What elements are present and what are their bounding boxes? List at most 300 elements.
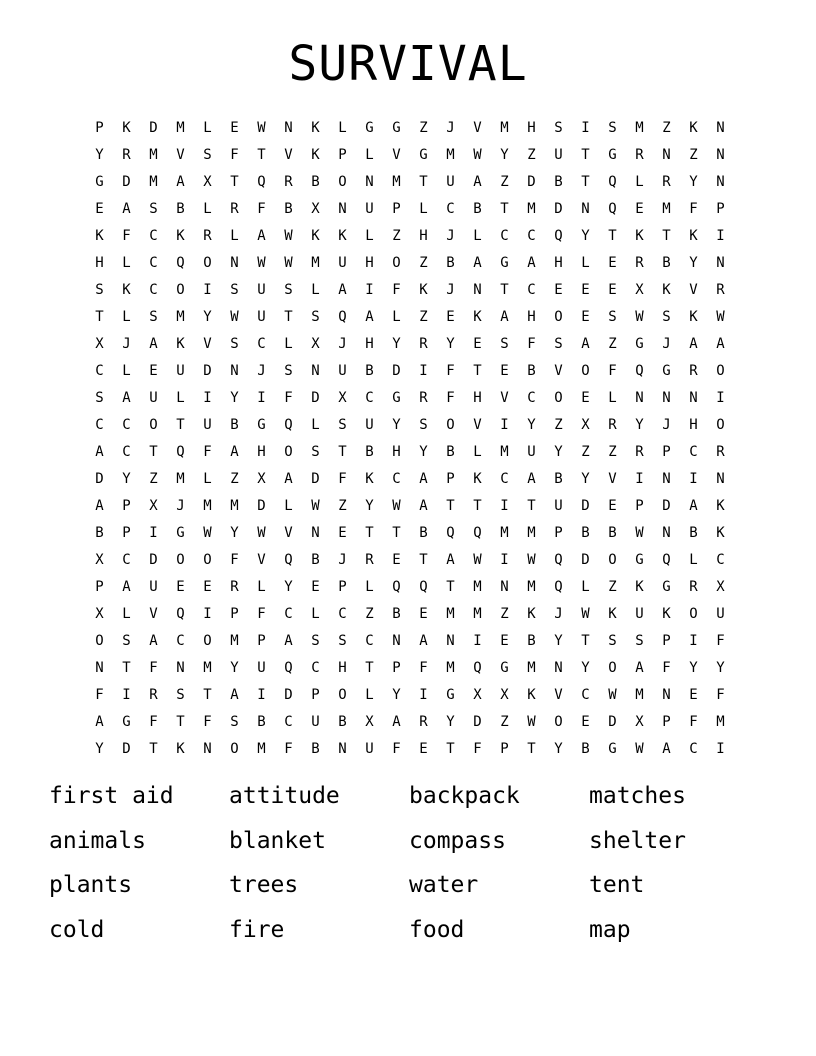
grid-letter: E — [608, 254, 617, 271]
grid-letter: A — [284, 470, 293, 487]
grid-letter: K — [527, 605, 536, 622]
grid-letter: D — [149, 551, 158, 568]
grid-letter: A — [473, 254, 482, 271]
page-title: SURVIVAL — [288, 36, 528, 92]
grid-letter: B — [338, 713, 347, 730]
grid-letter: A — [662, 740, 671, 757]
grid-letter: L — [473, 443, 482, 460]
grid-letter: E — [500, 632, 509, 649]
grid-letter: F — [257, 200, 266, 217]
word-list-item: shelter — [589, 827, 686, 854]
grid-letter: R — [662, 173, 671, 190]
grid-letter: X — [365, 713, 374, 730]
grid-letter: Y — [230, 524, 239, 541]
grid-letter: G — [365, 119, 374, 136]
grid-letter: J — [446, 281, 455, 298]
grid-letter: D — [473, 713, 482, 730]
grid-letter: Y — [716, 659, 725, 676]
grid-letter: C — [149, 254, 158, 271]
grid-letter: I — [635, 470, 644, 487]
grid-row — [86, 303, 734, 330]
grid-letter: K — [176, 335, 185, 352]
grid-letter: R — [689, 362, 698, 379]
grid-letter: Z — [500, 173, 509, 190]
grid-letter: C — [95, 416, 104, 433]
grid-letter: F — [716, 686, 725, 703]
grid-letter: R — [419, 335, 428, 352]
grid-letter: M — [500, 443, 509, 460]
grid-letter: F — [392, 740, 401, 757]
grid-letter: F — [338, 470, 347, 487]
grid-letter: L — [392, 308, 401, 325]
grid-letter: T — [230, 173, 239, 190]
grid-letter: K — [527, 686, 536, 703]
grid-letter: T — [446, 740, 455, 757]
grid-letter: C — [446, 200, 455, 217]
grid-letter: M — [473, 578, 482, 595]
grid-letter: P — [500, 740, 509, 757]
grid-letter: U — [446, 173, 455, 190]
grid-letter: G — [419, 146, 428, 163]
grid-row — [86, 681, 734, 708]
grid-letter: Y — [689, 659, 698, 676]
grid-letter: Q — [284, 659, 293, 676]
grid-letter: Y — [284, 578, 293, 595]
grid-letter: D — [95, 470, 104, 487]
grid-letter: W — [527, 551, 536, 568]
grid-letter: E — [446, 308, 455, 325]
grid-letter: K — [365, 470, 374, 487]
grid-letter: Q — [554, 227, 563, 244]
grid-letter: C — [500, 227, 509, 244]
grid-letter: S — [122, 632, 131, 649]
grid-letter: E — [581, 281, 590, 298]
word-list-item: matches — [589, 783, 686, 809]
grid-letter: Q — [284, 551, 293, 568]
grid-letter: L — [608, 389, 617, 406]
grid-letter: B — [257, 713, 266, 730]
grid-letter: A — [446, 551, 455, 568]
grid-letter: P — [257, 632, 266, 649]
grid-letter: X — [581, 416, 590, 433]
grid-letter: B — [527, 362, 536, 379]
grid-letter: R — [419, 713, 428, 730]
grid-letter: B — [365, 443, 374, 460]
grid-letter: O — [554, 389, 563, 406]
grid-letter: E — [392, 551, 401, 568]
grid-letter: W — [527, 713, 536, 730]
grid-letter: N — [554, 659, 563, 676]
grid-letter: H — [689, 416, 698, 433]
grid-letter: R — [716, 281, 725, 298]
grid-letter: J — [122, 335, 131, 352]
grid-letter: L — [203, 200, 212, 217]
word-list-item: attitude — [229, 783, 340, 809]
grid-letter: J — [554, 605, 563, 622]
word-list-item: first aid — [49, 783, 174, 809]
grid-letter: V — [608, 470, 617, 487]
grid-letter: Z — [554, 416, 563, 433]
grid-letter: T — [149, 443, 158, 460]
grid-letter: S — [635, 632, 644, 649]
grid-letter: L — [122, 605, 131, 622]
grid-letter: I — [500, 551, 509, 568]
grid-row — [86, 411, 734, 438]
grid-letter: A — [257, 227, 266, 244]
grid-letter: F — [230, 146, 239, 163]
grid-letter: T — [257, 146, 266, 163]
grid-letter: Z — [662, 119, 671, 136]
grid-letter: Q — [284, 416, 293, 433]
grid-letter: M — [662, 200, 671, 217]
grid-letter: O — [581, 362, 590, 379]
grid-letter: Z — [581, 443, 590, 460]
grid-letter: D — [527, 173, 536, 190]
grid-letter: V — [257, 551, 266, 568]
grid-letter: O — [716, 416, 725, 433]
grid-letter: O — [446, 416, 455, 433]
grid-letter: M — [203, 659, 212, 676]
grid-letter: S — [230, 335, 239, 352]
grid-letter: E — [554, 281, 563, 298]
grid-letter: I — [419, 362, 428, 379]
grid-letter: I — [365, 281, 374, 298]
grid-letter: L — [311, 281, 320, 298]
grid-letter: U — [716, 605, 725, 622]
grid-letter: B — [608, 524, 617, 541]
grid-letter: E — [203, 578, 212, 595]
grid-letter: E — [149, 362, 158, 379]
grid-letter: C — [257, 335, 266, 352]
grid-letter: R — [689, 578, 698, 595]
word-list-item: backpack — [409, 783, 520, 809]
grid-letter: N — [716, 146, 725, 163]
grid-letter: U — [554, 146, 563, 163]
grid-letter: S — [284, 281, 293, 298]
grid-letter: I — [257, 686, 266, 703]
grid-letter: K — [473, 470, 482, 487]
grid-letter: Q — [635, 362, 644, 379]
grid-letter: U — [554, 497, 563, 514]
grid-letter: U — [338, 362, 347, 379]
grid-letter: B — [581, 740, 590, 757]
grid-letter: S — [95, 389, 104, 406]
grid-letter: A — [419, 632, 428, 649]
grid-letter: V — [203, 335, 212, 352]
grid-letter: O — [689, 605, 698, 622]
grid-letter: S — [608, 632, 617, 649]
grid-letter: C — [500, 470, 509, 487]
grid-letter: M — [176, 119, 185, 136]
grid-letter: D — [311, 389, 320, 406]
grid-letter: B — [419, 524, 428, 541]
grid-letter: K — [311, 119, 320, 136]
grid-letter: H — [257, 443, 266, 460]
grid-letter: S — [203, 146, 212, 163]
grid-letter: B — [554, 470, 563, 487]
grid-letter: Q — [554, 551, 563, 568]
grid-letter: N — [284, 119, 293, 136]
grid-letter: A — [95, 497, 104, 514]
grid-letter: X — [338, 389, 347, 406]
grid-letter: O — [338, 173, 347, 190]
grid-letter: D — [284, 686, 293, 703]
grid-letter: Y — [419, 443, 428, 460]
grid-row — [86, 546, 734, 573]
grid-letter: L — [257, 578, 266, 595]
grid-letter: J — [176, 497, 185, 514]
grid-letter: D — [392, 362, 401, 379]
grid-letter: Y — [635, 416, 644, 433]
grid-letter: N — [716, 254, 725, 271]
grid-letter: M — [446, 605, 455, 622]
grid-letter: R — [419, 389, 428, 406]
grid-letter: N — [365, 173, 374, 190]
grid-letter: Z — [230, 470, 239, 487]
grid-letter: R — [230, 578, 239, 595]
grid-letter: H — [473, 389, 482, 406]
grid-letter: W — [716, 308, 725, 325]
grid-letter: Q — [446, 524, 455, 541]
grid-letter: X — [635, 281, 644, 298]
grid-letter: D — [581, 497, 590, 514]
grid-letter: Q — [608, 173, 617, 190]
grid-letter: H — [365, 335, 374, 352]
grid-letter: P — [311, 686, 320, 703]
grid-letter: K — [716, 497, 725, 514]
grid-letter: T — [608, 227, 617, 244]
grid-letter: S — [338, 416, 347, 433]
grid-letter: L — [122, 362, 131, 379]
grid-letter: W — [473, 551, 482, 568]
grid-letter: K — [662, 605, 671, 622]
grid-letter: E — [608, 497, 617, 514]
grid-letter: M — [716, 713, 725, 730]
grid-letter: P — [635, 497, 644, 514]
grid-letter: T — [473, 362, 482, 379]
grid-letter: R — [122, 146, 131, 163]
grid-letter: T — [365, 659, 374, 676]
grid-letter: B — [662, 254, 671, 271]
grid-letter: T — [392, 524, 401, 541]
grid-letter: U — [257, 659, 266, 676]
grid-letter: R — [365, 551, 374, 568]
grid-letter: N — [311, 524, 320, 541]
grid-letter: F — [284, 389, 293, 406]
grid-letter: M — [527, 524, 536, 541]
grid-letter: O — [554, 713, 563, 730]
grid-letter: L — [419, 200, 428, 217]
grid-letter: J — [662, 416, 671, 433]
grid-letter: T — [176, 713, 185, 730]
grid-letter: W — [608, 686, 617, 703]
grid-letter: O — [608, 659, 617, 676]
grid-letter: F — [689, 713, 698, 730]
grid-letter: W — [257, 119, 266, 136]
grid-letter: C — [581, 686, 590, 703]
grid-letter: D — [257, 497, 266, 514]
grid-letter: X — [635, 713, 644, 730]
grid-letter: Y — [527, 416, 536, 433]
grid-letter: L — [203, 119, 212, 136]
grid-letter: I — [716, 740, 725, 757]
grid-row — [86, 330, 734, 357]
grid-letter: F — [203, 443, 212, 460]
grid-letter: C — [365, 389, 374, 406]
grid-letter: F — [149, 659, 158, 676]
grid-letter: W — [635, 740, 644, 757]
grid-letter: S — [311, 308, 320, 325]
grid-letter: Z — [500, 713, 509, 730]
grid-letter: T — [662, 227, 671, 244]
grid-letter: P — [554, 524, 563, 541]
grid-letter: Y — [581, 470, 590, 487]
grid-letter: P — [122, 524, 131, 541]
grid-letter: C — [689, 443, 698, 460]
grid-letter: S — [554, 119, 563, 136]
grid-letter: E — [95, 200, 104, 217]
grid-letter: K — [689, 308, 698, 325]
grid-letter: C — [365, 632, 374, 649]
grid-letter: A — [95, 713, 104, 730]
grid-letter: T — [365, 524, 374, 541]
grid-letter: B — [554, 173, 563, 190]
grid-letter: I — [203, 605, 212, 622]
grid-letter: A — [149, 632, 158, 649]
grid-letter: I — [122, 686, 131, 703]
grid-letter: M — [635, 686, 644, 703]
grid-letter: W — [284, 227, 293, 244]
grid-letter: L — [203, 470, 212, 487]
grid-letter: Y — [554, 740, 563, 757]
grid-letter: C — [176, 632, 185, 649]
grid-letter: I — [419, 686, 428, 703]
grid-letter: M — [149, 173, 158, 190]
grid-letter: S — [311, 443, 320, 460]
grid-letter: R — [203, 227, 212, 244]
grid-letter: J — [446, 119, 455, 136]
grid-letter: N — [95, 659, 104, 676]
grid-letter: D — [581, 551, 590, 568]
grid-letter: M — [230, 632, 239, 649]
grid-letter: C — [284, 713, 293, 730]
grid-letter: S — [230, 281, 239, 298]
grid-letter: X — [311, 335, 320, 352]
grid-letter: D — [203, 362, 212, 379]
grid-letter: X — [311, 200, 320, 217]
grid-row — [86, 249, 734, 276]
grid-row — [86, 708, 734, 735]
grid-letter: M — [230, 497, 239, 514]
grid-letter: U — [149, 578, 158, 595]
grid-letter: E — [473, 335, 482, 352]
grid-letter: U — [203, 416, 212, 433]
grid-letter: S — [608, 119, 617, 136]
grid-letter: S — [338, 632, 347, 649]
grid-letter: F — [149, 713, 158, 730]
grid-letter: K — [689, 227, 698, 244]
grid-letter: I — [203, 389, 212, 406]
grid-letter: B — [392, 605, 401, 622]
grid-letter: M — [500, 524, 509, 541]
grid-letter: O — [338, 686, 347, 703]
grid-letter: Y — [446, 713, 455, 730]
grid-letter: Y — [446, 335, 455, 352]
grid-letter: N — [662, 686, 671, 703]
grid-letter: P — [662, 632, 671, 649]
grid-letter: F — [608, 362, 617, 379]
grid-letter: V — [473, 416, 482, 433]
grid-letter: Z — [365, 605, 374, 622]
grid-letter: K — [176, 227, 185, 244]
grid-letter: W — [581, 605, 590, 622]
grid-letter: U — [257, 281, 266, 298]
grid-letter: V — [554, 686, 563, 703]
grid-letter: O — [203, 632, 212, 649]
grid-letter: N — [311, 362, 320, 379]
word-list-item: plants — [49, 872, 133, 898]
grid-letter: U — [311, 713, 320, 730]
grid-letter: L — [122, 254, 131, 271]
grid-letter: H — [419, 227, 428, 244]
grid-letter: G — [446, 686, 455, 703]
grid-letter: O — [203, 254, 212, 271]
grid-letter: L — [365, 146, 374, 163]
grid-letter: K — [473, 308, 482, 325]
grid-letter: M — [149, 146, 158, 163]
grid-letter: B — [311, 740, 320, 757]
grid-letter: G — [176, 524, 185, 541]
word-list-item: animals — [49, 827, 146, 854]
grid-letter: N — [500, 578, 509, 595]
grid-letter: W — [257, 524, 266, 541]
grid-letter: Y — [203, 308, 212, 325]
grid-row — [86, 276, 734, 303]
grid-letter: I — [581, 119, 590, 136]
grid-letter: X — [257, 470, 266, 487]
grid-letter: T — [581, 632, 590, 649]
grid-letter: S — [230, 713, 239, 730]
grid-letter: Q — [554, 578, 563, 595]
grid-letter: U — [338, 254, 347, 271]
grid-letter: I — [149, 524, 158, 541]
grid-letter: I — [257, 389, 266, 406]
grid-letter: V — [284, 524, 293, 541]
grid-letter: L — [365, 227, 374, 244]
grid-letter: L — [311, 416, 320, 433]
grid-letter: O — [392, 254, 401, 271]
grid-letter: V — [284, 146, 293, 163]
grid-letter: E — [338, 524, 347, 541]
grid-letter: M — [500, 119, 509, 136]
grid-letter: N — [581, 200, 590, 217]
grid-letter: N — [716, 119, 725, 136]
grid-letter: G — [608, 740, 617, 757]
grid-letter: A — [392, 713, 401, 730]
grid-letter: W — [635, 308, 644, 325]
word-list-item: food — [409, 916, 465, 943]
grid-letter: J — [338, 335, 347, 352]
grid-letter: A — [149, 335, 158, 352]
grid-letter: G — [500, 659, 509, 676]
grid-letter: T — [500, 200, 509, 217]
grid-letter: S — [311, 632, 320, 649]
grid-letter: T — [527, 497, 536, 514]
grid-letter: Q — [176, 443, 185, 460]
grid-letter: I — [689, 632, 698, 649]
grid-row — [86, 627, 734, 654]
grid-letter: L — [581, 578, 590, 595]
